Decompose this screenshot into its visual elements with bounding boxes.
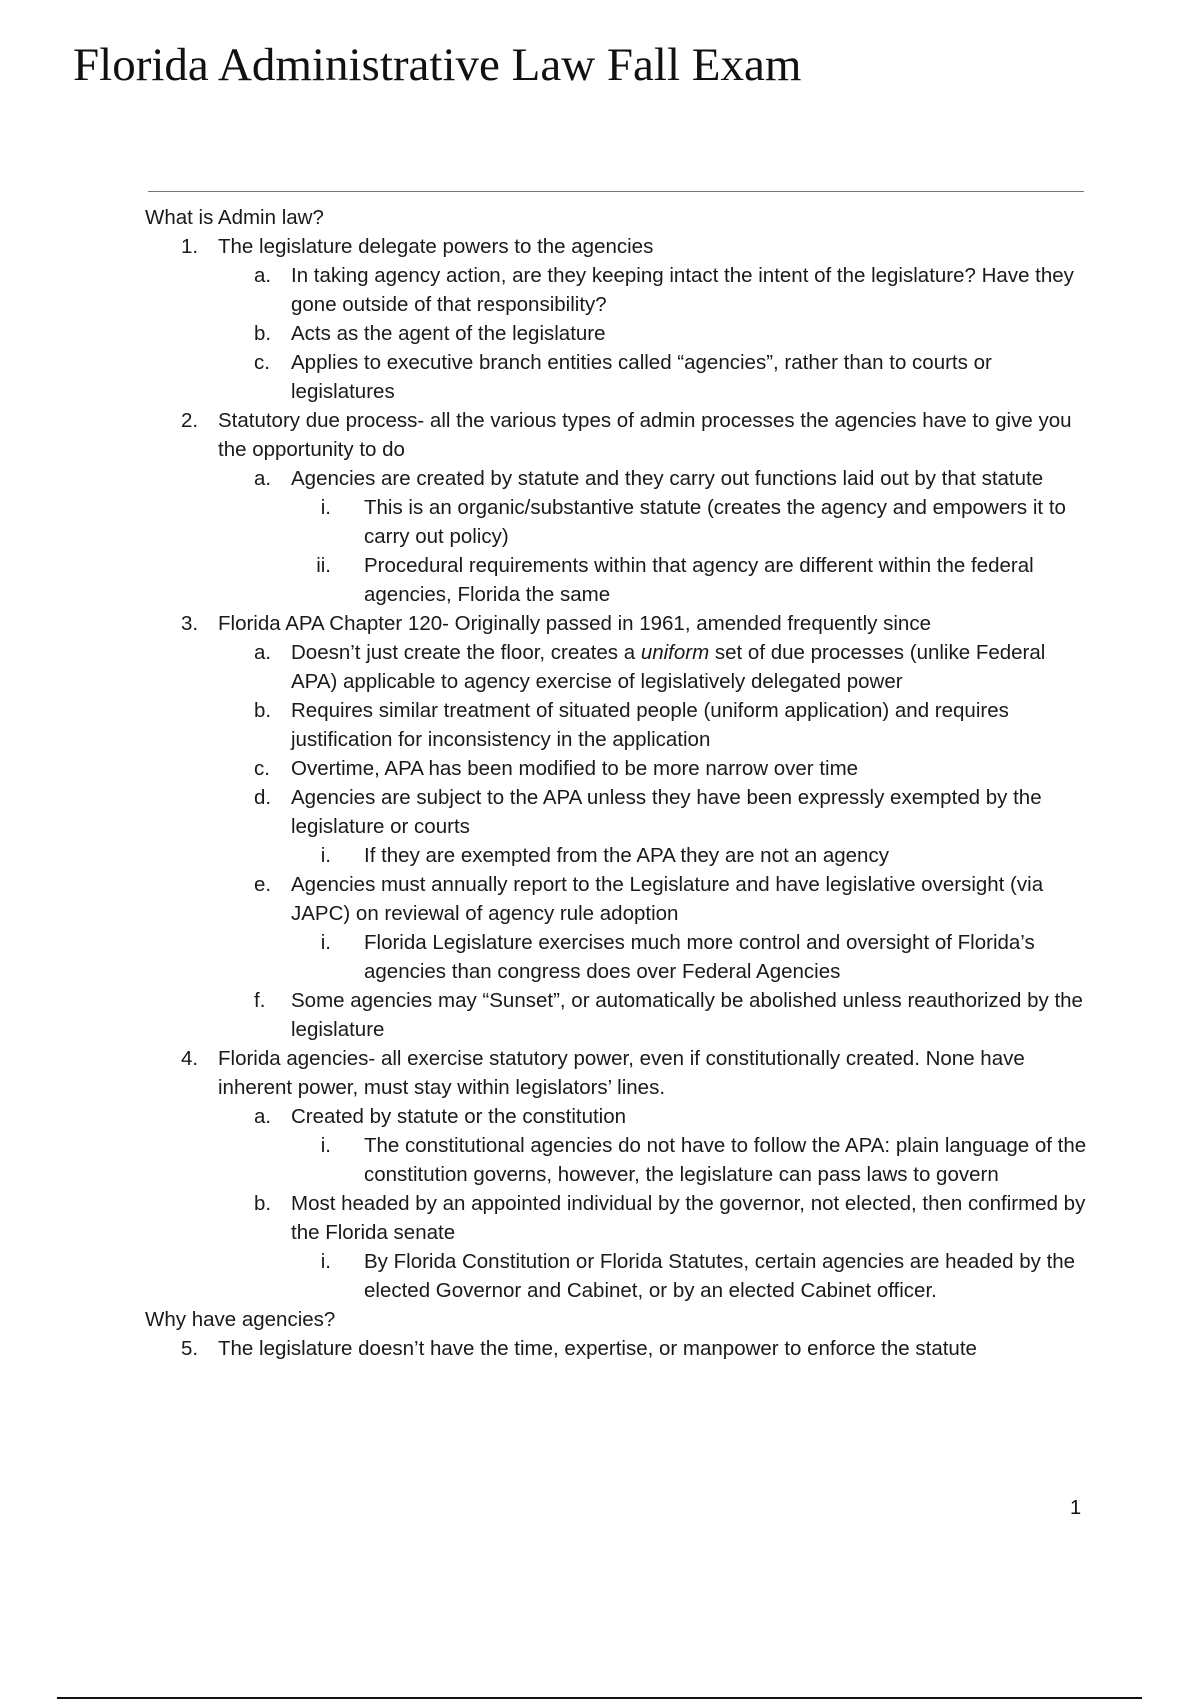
list-marker: b.	[254, 699, 272, 722]
list-marker: i.	[320, 1134, 331, 1157]
list-marker: i.	[320, 844, 331, 867]
list-item-text: Most headed by an appointed individual by the governor, not elected, then confirmed by the Florida senate	[291, 1192, 1086, 1244]
outline-content	[145, 203, 1090, 1363]
list-item-text: Created by statute or the constitution	[291, 1105, 627, 1128]
list-marker: c.	[254, 757, 270, 780]
header-divider	[148, 191, 1084, 192]
list-item-2	[145, 406, 1090, 609]
list-item-text: Some agencies may “Sunset”, or automatically be abolished unless reauthorized by the legislature	[291, 989, 1083, 1041]
list-item-3	[145, 609, 1090, 1044]
sublist	[218, 464, 1090, 609]
list-item-3f	[218, 986, 1090, 1044]
list-item-4b-i	[291, 1247, 1090, 1305]
page-bottom-border	[57, 1697, 1142, 1699]
list-item-5	[145, 1334, 1090, 1363]
text-segment: Doesn’t just create the floor, creates a	[291, 641, 641, 664]
list-marker: 4.	[181, 1047, 199, 1070]
list-item-3e	[218, 870, 1090, 986]
list-item-text: The legislature doesn’t have the time, expertise, or manpower to enforce the statute	[218, 1337, 977, 1360]
list-item-3b	[218, 696, 1090, 754]
list-item-2a-ii	[291, 551, 1090, 609]
list-marker: f.	[254, 989, 266, 1012]
list-item-text: If they are exempted from the APA they are not an agency	[364, 844, 889, 867]
list-marker: d.	[254, 786, 272, 809]
list-item-4a-i	[291, 1131, 1090, 1189]
list-marker: 2.	[181, 409, 199, 432]
list-marker: b.	[254, 1192, 272, 1215]
list-item-3a	[218, 638, 1090, 696]
list-item-3e-i	[291, 928, 1090, 986]
list-marker: 5.	[181, 1337, 199, 1360]
list-item-text: The legislature delegate powers to the agencies	[218, 235, 654, 258]
sublist	[291, 928, 1090, 986]
list-item-text: Agencies are subject to the APA unless they have been expressly exempted by the legislature or courts	[291, 786, 1042, 838]
list-item-1c	[218, 348, 1090, 406]
list-item-text: Applies to executive branch entities called “agencies”, rather than to courts or legislatures	[291, 351, 992, 403]
list-marker: ii.	[316, 554, 331, 577]
list-marker: b.	[254, 322, 272, 345]
sublist	[291, 493, 1090, 609]
sublist	[291, 1131, 1090, 1189]
section-heading-admin-law: What is Admin law?	[145, 206, 324, 229]
emphasis-text: uniform	[640, 641, 710, 664]
list-marker: c.	[254, 351, 270, 374]
list-item-text: Overtime, APA has been modified to be more narrow over time	[291, 757, 859, 780]
list-item-text: Florida APA Chapter 120- Originally passed in 1961, amended frequently since	[218, 612, 931, 635]
list-item-text: This is an organic/substantive statute (creates the agency and empowers it to carry out policy)	[364, 496, 1066, 548]
list-item-text: Agencies are created by statute and they carry out functions laid out by that statute	[291, 467, 1044, 490]
text-segment: set of due processes (unlike Federal APA) applicable to agency exercise of legislatively delegated power	[291, 641, 1046, 693]
list-item-4b	[218, 1189, 1090, 1305]
section-heading-why-agencies: Why have agencies?	[145, 1308, 336, 1331]
document-title: Florida Administrative Law Fall Exam	[73, 39, 802, 91]
list-item-text: Requires similar treatment of situated people (uniform application) and requires justification for inconsistency in the application	[291, 699, 1009, 751]
list-item-text: Florida agencies- all exercise statutory power, even if constitutionally created. None have inherent power, must stay within legislators’ lines.	[218, 1047, 1025, 1099]
sublist	[291, 841, 1090, 870]
sublist	[291, 1247, 1090, 1305]
list-item-text: Acts as the agent of the legislature	[291, 322, 606, 345]
list-item-4a	[218, 1102, 1090, 1189]
page-number: 1	[1070, 1497, 1082, 1519]
list-item-text	[291, 641, 1045, 693]
list-marker: a.	[254, 1105, 272, 1128]
list-item-text: Procedural requirements within that agency are different within the federal agencies, Florida the same	[364, 554, 1034, 606]
list-item-3d	[218, 783, 1090, 870]
list-item-text: The constitutional agencies do not have to follow the APA: plain language of the constitution governs, however, the legislature can pass laws to govern	[364, 1134, 1087, 1186]
list-item-text: Agencies must annually report to the Legislature and have legislative oversight (via JAPC) on reviewal of agency rule adoption	[291, 873, 1044, 925]
list-marker: a.	[254, 641, 272, 664]
list-marker: i.	[320, 496, 331, 519]
list-marker: i.	[320, 1250, 331, 1273]
outline-list-part-2	[145, 1334, 1090, 1363]
list-marker: a.	[254, 264, 272, 287]
outline-list-part-1	[145, 232, 1090, 1305]
list-item-3c	[218, 754, 1090, 783]
list-item-1b	[218, 319, 1090, 348]
list-item-2a	[218, 464, 1090, 609]
list-marker: i.	[320, 931, 331, 954]
list-item-2a-i	[291, 493, 1090, 551]
list-marker: 1.	[181, 235, 199, 258]
list-marker: a.	[254, 467, 272, 490]
list-item-1a	[218, 261, 1090, 319]
list-item-text: By Florida Constitution or Florida Statutes, certain agencies are headed by the elected Governor and Cabinet, or by an elected Cabinet officer.	[364, 1250, 1076, 1302]
list-item-text: In taking agency action, are they keeping intact the intent of the legislature? Have they gone outside of that responsibility?	[291, 264, 1074, 316]
sublist	[218, 261, 1090, 406]
list-item-4	[145, 1044, 1090, 1305]
list-item-1	[145, 232, 1090, 406]
list-item-text: Florida Legislature exercises much more control and oversight of Florida’s agencies than congress does over Federal Agencies	[364, 931, 1035, 983]
sublist	[218, 1102, 1090, 1305]
list-item-text: Statutory due process- all the various types of admin processes the agencies have to give you the opportunity to do	[218, 409, 1072, 461]
list-marker: 3.	[181, 612, 199, 635]
sublist	[218, 638, 1090, 1044]
list-item-3d-i	[291, 841, 1090, 870]
list-marker: e.	[254, 873, 272, 896]
